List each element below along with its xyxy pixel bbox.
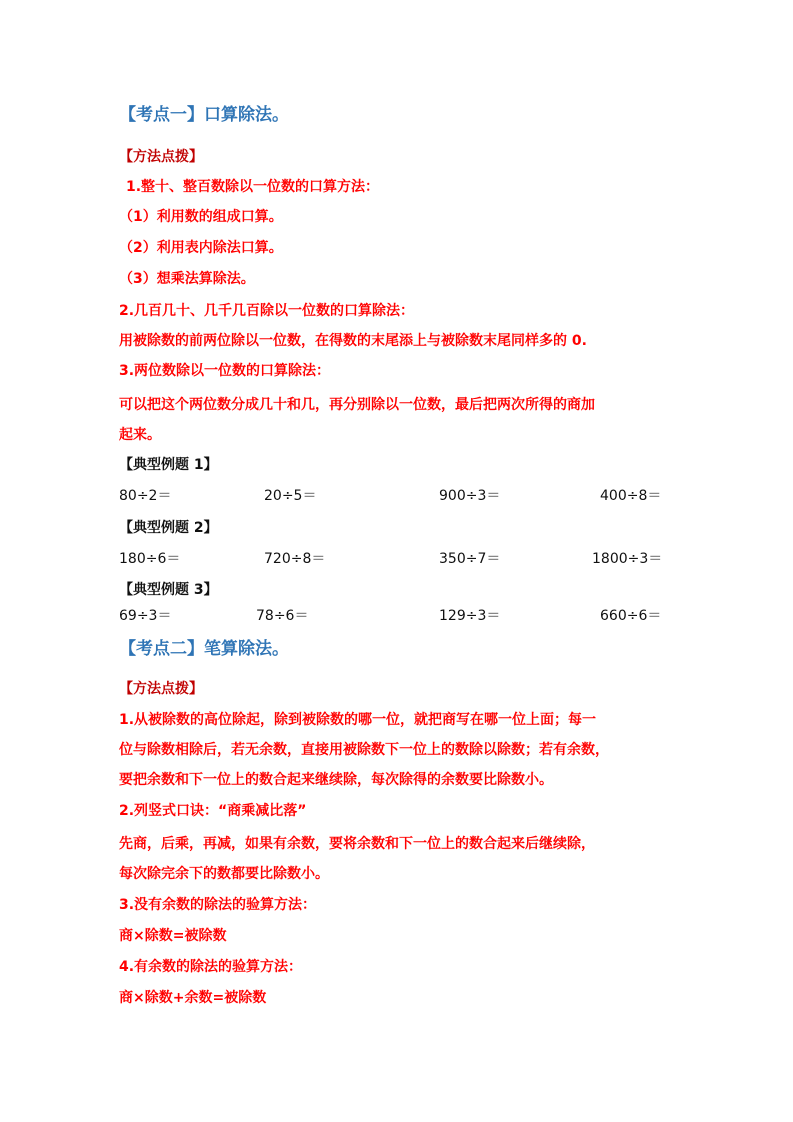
method-line: 商×除数=被除数 (119, 928, 227, 944)
method-line: 2.列竖式口诀：“商乘减比落” (119, 803, 307, 819)
method-line: 起来。 (119, 427, 161, 443)
example-title: 【典型例题 2】 (119, 520, 218, 536)
method-line: 要把余数和下一位上的数合起来继续除，每次除得的余数要比除数小。 (119, 772, 553, 788)
method-line: 2.几百几十、几千几百除以一位数的口算除法： (119, 303, 415, 319)
method-line: 每次除完余下的数都要比除数小。 (119, 866, 329, 882)
method-line: 1.整十、整百数除以一位数的口算方法： (126, 179, 380, 195)
example-problem: 69÷3＝ (119, 608, 172, 624)
example-problem: 1800÷3＝ (592, 551, 663, 567)
example-problem: 20÷5＝ (264, 488, 317, 504)
example-problem: 129÷3＝ (439, 608, 501, 624)
method-line: 可以把这个两位数分成几十和几，再分别除以一位数，最后把两次所得的商加 (119, 397, 595, 413)
method-line: （2）利用表内除法口算。 (119, 240, 283, 256)
example-problem: 350÷7＝ (439, 551, 501, 567)
example-title: 【典型例题 1】 (119, 457, 218, 473)
section-2-heading: 【考点二】笔算除法。 (119, 639, 289, 659)
example-problem: 900÷3＝ (439, 488, 501, 504)
example-problem: 660÷6＝ (600, 608, 662, 624)
section-2-method-heading: 【方法点拨】 (119, 681, 203, 697)
example-problem: 400÷8＝ (600, 488, 662, 504)
example-title: 【典型例题 3】 (119, 582, 218, 598)
example-problem: 78÷6＝ (256, 608, 309, 624)
method-line: 先商，后乘，再减，如果有余数，要将余数和下一位上的数合起来后继续除， (119, 836, 595, 852)
method-line: 商×除数+余数=被除数 (119, 990, 267, 1006)
example-problem: 180÷6＝ (119, 551, 181, 567)
section-1-heading: 【考点一】口算除法。 (119, 105, 289, 125)
method-line: （3）想乘法算除法。 (119, 271, 255, 287)
method-line: 用被除数的前两位除以一位数，在得数的末尾添上与被除数末尾同样多的 0. (119, 333, 587, 349)
method-line: 1.从被除数的高位除起，除到被除数的哪一位，就把商写在哪一位上面；每一 (119, 712, 597, 728)
method-line: （1）利用数的组成口算。 (119, 209, 283, 225)
method-line: 3.两位数除以一位数的口算除法： (119, 363, 331, 379)
example-problem: 80÷2＝ (119, 488, 172, 504)
method-line: 3.没有余数的除法的验算方法： (119, 897, 317, 913)
section-1-method-heading: 【方法点拨】 (119, 149, 203, 165)
method-line: 4.有余数的除法的验算方法： (119, 959, 303, 975)
example-problem: 720÷8＝ (264, 551, 326, 567)
method-line: 位与除数相除后，若无余数，直接用被除数下一位上的数除以除数；若有余数， (119, 742, 609, 758)
